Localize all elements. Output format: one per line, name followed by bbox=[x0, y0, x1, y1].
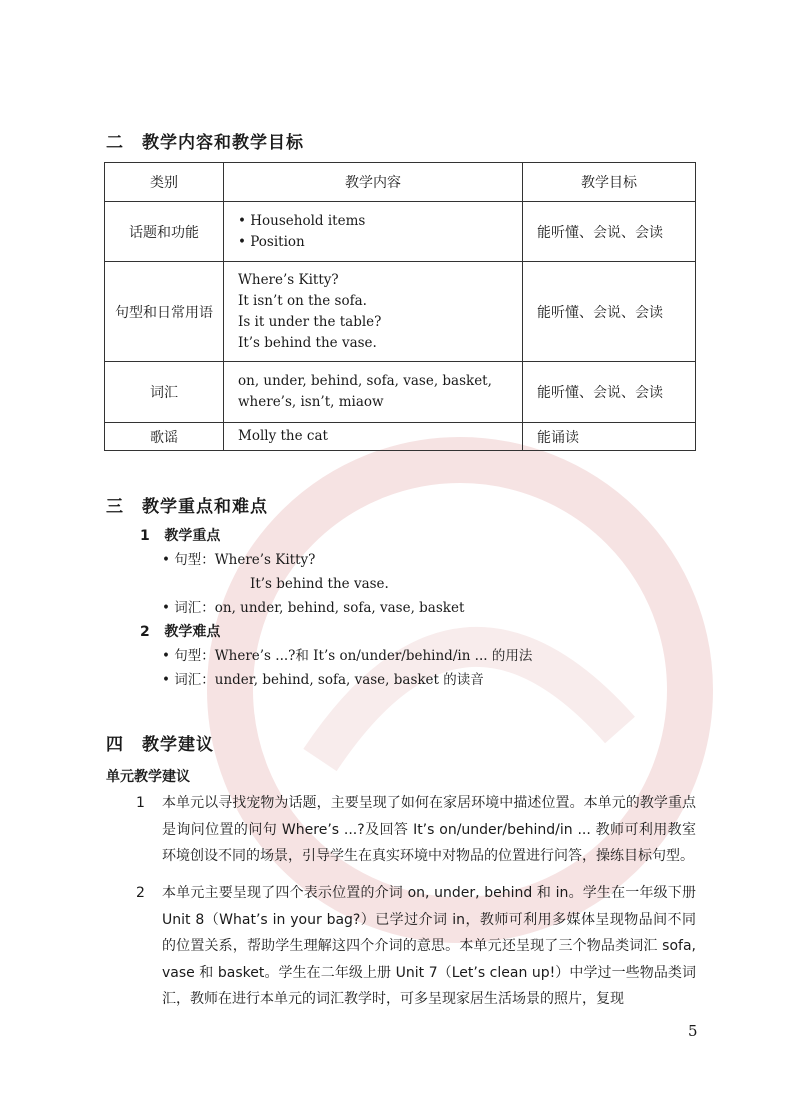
table-cell-category: 话题和功能 bbox=[105, 202, 224, 262]
table-cell-goal: 能听懂、会说、会读 bbox=[523, 202, 696, 262]
table-row bbox=[105, 262, 696, 362]
content-goals-table bbox=[104, 162, 696, 451]
content-line: where’s, isn’t, miaow bbox=[238, 394, 384, 410]
content-line: Where’s Kitty? bbox=[238, 271, 339, 288]
paragraph-1: 1 本单元以寻找宠物为话题，主要呈现了如何在家居环境中描述位置。本单元的教学重点是询问位置的问句 Where’s ...?及回答 It’s on/under/behind/in ... 教师可利用教室环境创设不同的场景，引导学生在真实环境中对物品的位置进行问答，操练目标句型。 bbox=[136, 795, 696, 864]
table-cell-content bbox=[224, 262, 523, 362]
list-item: • Position bbox=[238, 232, 508, 253]
table-cell-content bbox=[224, 362, 523, 423]
table-row bbox=[105, 362, 696, 423]
subheading-difficult-points: 2 教学难点 bbox=[140, 624, 221, 640]
table-row bbox=[105, 423, 696, 451]
table-cell-goal: 能听懂、会说、会读 bbox=[523, 362, 696, 423]
content-line: It’s behind the vase. bbox=[238, 334, 377, 351]
content-line: Is it under the table? bbox=[238, 313, 382, 330]
section-3-heading: 三 教学重点和难点 bbox=[106, 497, 268, 517]
list-item: • Household items bbox=[238, 211, 508, 232]
table-cell-goal: 能诵读 bbox=[523, 423, 696, 451]
table-cell-category: 歌谣 bbox=[105, 423, 224, 451]
table-header-row bbox=[105, 163, 696, 202]
table-cell-category: 词汇 bbox=[105, 362, 224, 423]
table-row bbox=[105, 202, 696, 262]
list-item: • 词汇：on, under, behind, sofa, vase, basket bbox=[162, 600, 465, 616]
list-item: • 句型：Where’s ...?和 It’s on/under/behind/in ... 的用法 bbox=[162, 648, 533, 664]
list-item: • 句型：Where’s Kitty? bbox=[162, 552, 316, 568]
subheading-unit-suggestions: 单元教学建议 bbox=[106, 769, 190, 785]
table-header: 教学目标 bbox=[523, 163, 696, 202]
table-cell-content bbox=[224, 202, 523, 262]
subheading-key-points: 1 教学重点 bbox=[140, 528, 221, 544]
section-2-heading: 二 教学内容和教学目标 bbox=[106, 133, 304, 153]
paragraph-2: 2 本单元主要呈现了四个表示位置的介词 on, under, behind 和 in。学生在一年级下册 Unit 8（What’s in your bag?）已学过介词 in，教师可利用多媒体呈现物品间不同的位置关系，帮助学生理解这四个介词的意思。本单元还呈现了三个物品类词汇 sofa, vase 和 basket。学生在二年级上册 Unit 7（Let’s clean up!）中学过一些物品类词汇，教师在进行本单元的词汇教学时，可多呈现家居生活场景的照片，复现 bbox=[136, 885, 696, 1007]
page-number: 5 bbox=[688, 1022, 698, 1040]
content-line: on, under, behind, sofa, vase, basket, bbox=[238, 373, 492, 389]
table-cell-goal: 能听懂、会说、会读 bbox=[523, 262, 696, 362]
table-cell-content: Molly the cat bbox=[224, 423, 523, 451]
table-header: 类别 bbox=[105, 163, 224, 202]
list-item-continuation: It’s behind the vase. bbox=[250, 576, 389, 592]
table-cell-category: 句型和日常用语 bbox=[105, 262, 224, 362]
focus-points bbox=[140, 524, 532, 692]
table-header: 教学内容 bbox=[224, 163, 523, 202]
list-item: • 词汇：under, behind, sofa, vase, basket 的读音 bbox=[162, 672, 484, 688]
content-line: It isn’t on the sofa. bbox=[238, 292, 367, 309]
section-4-heading: 四 教学建议 bbox=[106, 735, 214, 755]
